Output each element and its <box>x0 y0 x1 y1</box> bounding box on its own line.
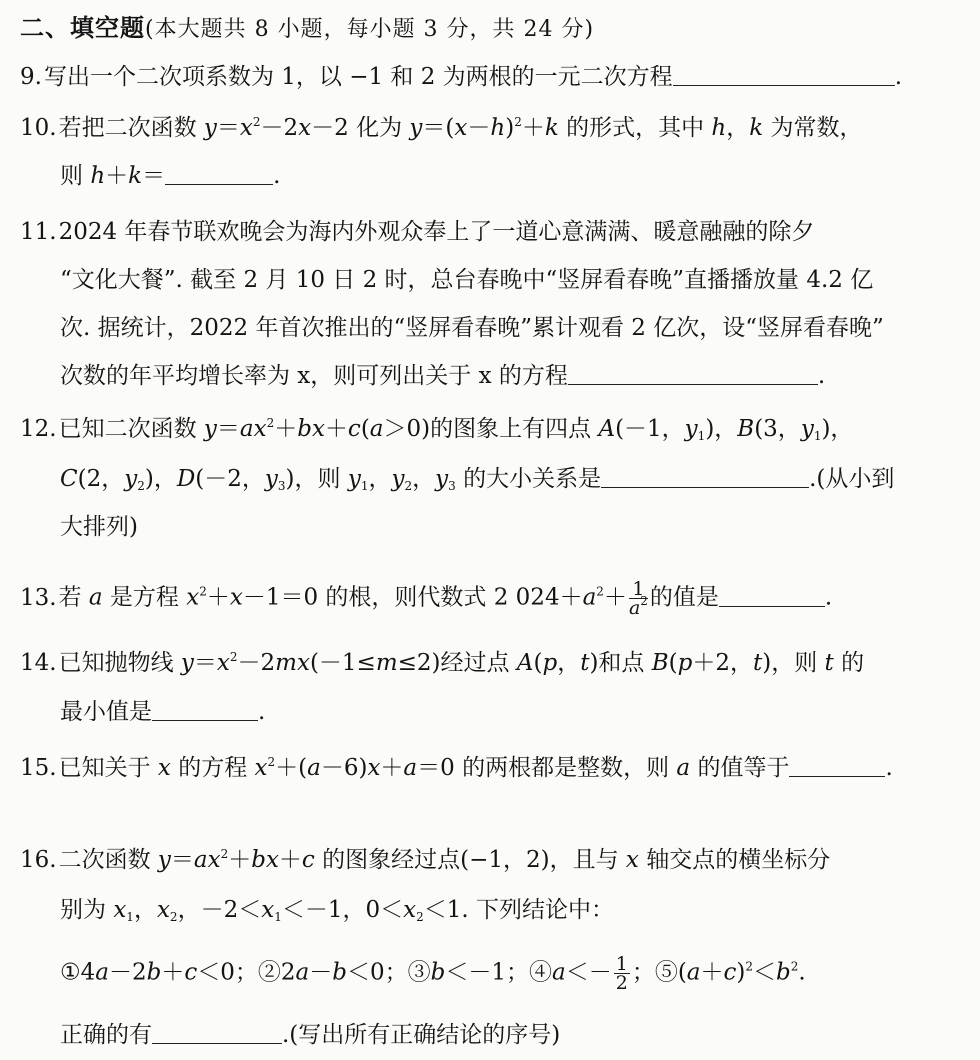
question-text: 已知抛物线 <box>58 650 174 676</box>
question-text: 若 <box>58 584 82 611</box>
question-text: 2024 年春节联欢晚会为海内外观众奉上了一道心意满满、暖意融融的除夕 <box>58 219 815 245</box>
question-text: 是方程 <box>109 584 179 611</box>
question-text: 正确的有 <box>60 1022 152 1048</box>
answer-blank[interactable] <box>165 162 273 185</box>
question-12-line3 <box>60 512 138 542</box>
question-text: 化为 <box>356 115 403 141</box>
question-number: 15. <box>20 755 57 781</box>
question-14: 14.已知抛物线 $y=x^2-2mx(-1\le m\le 2)$经过点 A(p，t)和点 B(p＋2，t)，则 t 的 <box>20 650 865 676</box>
question-text: 的根，则代数式 2 024 <box>325 584 560 611</box>
question-text: 的图象经过点(−1，2)，且与 <box>322 847 619 873</box>
answer-blank[interactable] <box>568 362 818 385</box>
question-text: 已知关于 <box>58 755 151 781</box>
question-text: 次数的年平均增长率为 x，则可列出关于 x 的方程 <box>60 363 568 389</box>
question-text: 轴交点的横坐标分 <box>646 847 831 873</box>
question-16-line4 <box>60 1020 560 1050</box>
question-text: 的值等于 <box>697 755 790 781</box>
question-number: 13. <box>20 584 57 611</box>
question-text: 为常数， <box>770 115 863 141</box>
section-title: 二、填空题 <box>20 14 145 42</box>
fraction: $\frac{1}{2}$ <box>615 953 628 994</box>
question-11-line3 <box>60 313 884 343</box>
section-heading <box>20 8 594 43</box>
fraction: $\frac{1}{a^2}$ <box>628 578 648 619</box>
answer-blank[interactable] <box>789 754 885 777</box>
question-14-line2: 最小值是 . <box>60 699 266 725</box>
question-text: 写出一个二次项系数为 1，以 −1 和 2 为两根的一元二次方程 <box>43 64 673 90</box>
question-text: . 下列结论中： <box>461 897 614 923</box>
question-16-line2: 别为 $x_1$，$x_2$，$-2<x_1<-1$，$0<x_2<1$. 下列结论中： <box>60 897 614 924</box>
question-11 <box>20 217 814 247</box>
answer-blank[interactable] <box>152 1021 282 1044</box>
question-text: 大排列) <box>60 514 138 540</box>
question-16: 16.二次函数 $y=ax^2+bx+c$ 的图象经过点(−1，2)，且与 x 轴交点的横坐标分 <box>20 847 831 873</box>
question-text: .(从小到 <box>809 466 895 492</box>
question-text: 若把二次函数 <box>58 115 197 141</box>
question-13: 13.若 a 是方程 $x^2+x-1=0$ 的根，则代数式 2 $024+a^2+$ $\frac{1}{a^2}$ 的值是 . <box>20 578 833 619</box>
question-10: 10.若把二次函数 $y=x^2-2x-2$ 化为 $y=(x-h)^2+k$ 的形式，其中 h，k 为常数， <box>20 115 863 141</box>
answer-blank[interactable] <box>719 584 825 607</box>
answer-blank[interactable] <box>601 465 809 488</box>
question-text: 和点 <box>598 650 645 676</box>
question-text: 经过点 <box>440 650 510 676</box>
question-text: .(写出所有正确结论的序号) <box>282 1022 561 1048</box>
question-text: 已知二次函数 <box>58 416 197 442</box>
question-text: 则 <box>60 163 83 189</box>
question-number: 16. <box>20 847 57 873</box>
answer-blank[interactable] <box>673 63 895 86</box>
question-text: ，则 <box>771 650 818 676</box>
question-text: 的值是 <box>649 584 719 611</box>
question-number: 14. <box>20 650 57 676</box>
section-subtitle: (本大题共 8 小题，每小题 3 分，共 24 分) <box>145 17 595 42</box>
question-text: “文化大餐”. 截至 2 月 10 日 2 时，总台春晚中“竖屏看春晚”直播播放量 4.2 亿 <box>60 267 874 293</box>
question-text: 二次函数 <box>58 847 151 873</box>
question-number: 9. <box>20 64 42 90</box>
question-16-options: ①4a－2b＋c＜0；②2a－b＜0；③b＜－1；④a＜－ $\frac{1}{2}$ ；$⑤(a+c)^2<b^2$. <box>60 953 806 994</box>
question-15: 15.已知关于 x 的方程 $x^2+(a-6)x+a=0$ 的两根都是整数，则 a 的值等于 . <box>20 755 893 781</box>
question-text: 别为 <box>60 897 106 923</box>
question-text: 的图象上有四点 <box>430 416 592 442</box>
question-number: 11. <box>20 219 57 245</box>
question-number: 10. <box>20 115 57 141</box>
question-text: 最小值是 <box>60 699 152 725</box>
question-12-line2: C(2，$y_2$)，D(－2，$y_3$)，则 $y_1$，$y_2$，$y_3$ 的大小关系是 .(从小到 <box>60 466 895 493</box>
answer-blank[interactable] <box>152 698 258 721</box>
question-10-line2: 则 h＋k＝ . <box>60 163 281 189</box>
question-9: 9.写出一个二次项系数为 1，以 −1 和 2 为两根的一元二次方程 . <box>20 64 902 90</box>
question-text: 的形式，其中 <box>566 115 705 141</box>
question-text: 次. 据统计，2022 年首次推出的“竖屏看春晚”累计观看 2 亿次，设“竖屏看春晚” <box>60 315 884 341</box>
question-text: 的方程 <box>178 755 248 781</box>
question-text: 的大小关系是 <box>463 466 602 492</box>
question-text: 的 <box>841 650 865 676</box>
question-11-line2 <box>60 265 873 295</box>
question-12: 12.已知二次函数 $y=ax^2+bx+c(a>0)$的图象上有四点 A(－1，$y_1$)，B(3，$y_1$)， <box>20 416 854 443</box>
question-text: 的两根都是整数，则 <box>462 755 670 781</box>
question-number: 12. <box>20 416 57 442</box>
question-text: ，则 <box>294 466 341 492</box>
question-11-line4: 次数的年平均增长率为 x，则可列出关于 x 的方程 . <box>60 363 826 389</box>
